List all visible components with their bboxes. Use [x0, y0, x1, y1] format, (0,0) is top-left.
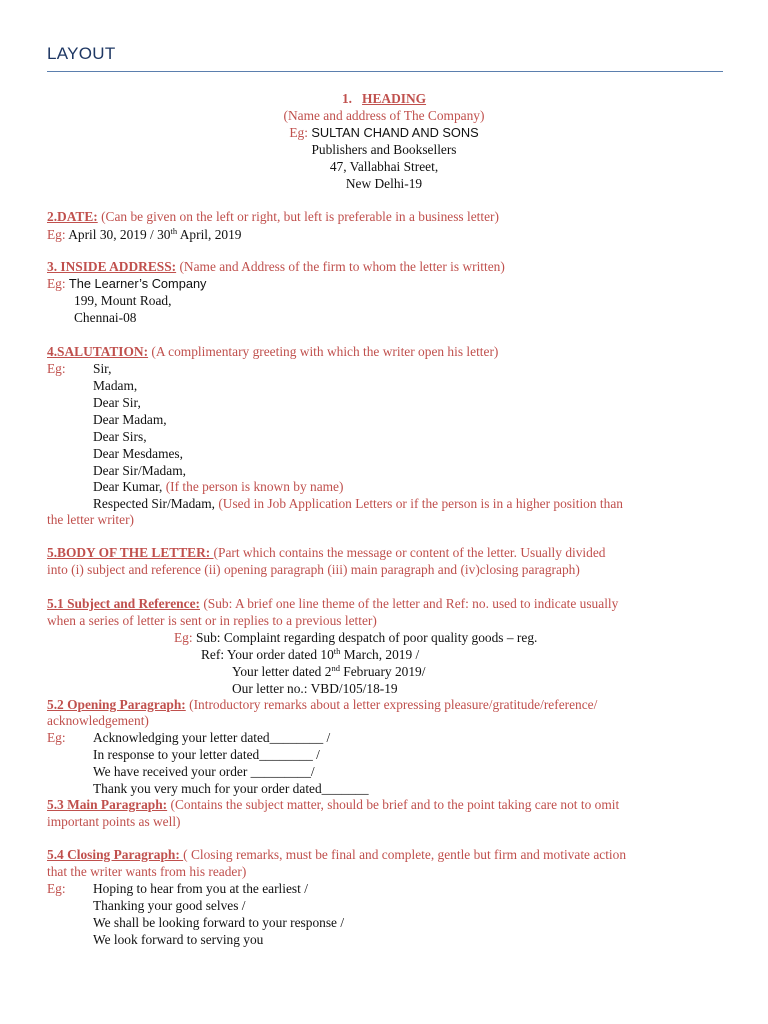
closing-section-line: [47, 847, 626, 863]
inside-address-title: 3. INSIDE ADDRESS:: [47, 259, 177, 274]
reference-line: [201, 647, 419, 663]
date-title: 2.DATE:: [47, 209, 98, 224]
subject-line: [174, 630, 537, 646]
heading-desc: (Name and address of The Company): [283, 108, 485, 123]
salutation-item: Dear Mesdames,: [93, 446, 183, 461]
body-desc-cont: into (i) subject and reference (ii) opening paragraph (iii) main paragraph and (iv)closing paragraph): [47, 562, 580, 577]
salutation-item: Dear Sirs,: [93, 429, 147, 444]
opening-title: 5.2 Opening Paragraph:: [47, 697, 186, 712]
title-divider: [47, 71, 723, 72]
closing-desc: ( Closing remarks, must be final and complete, gentle but firm and motivate action: [183, 847, 627, 862]
salutation-section-line: [47, 344, 498, 360]
salutation-item: Sir,: [93, 361, 112, 376]
opening-desc-cont: acknowledgement): [47, 713, 149, 728]
body-title: 5.BODY OF THE LETTER:: [47, 545, 214, 560]
salutation-item: Dear Sir/Madam,: [93, 463, 186, 478]
opening-item: We have received your order _________/: [93, 764, 315, 779]
heading-address-line: New Delhi-19: [345, 176, 423, 191]
closing-eg-label: Eg:: [47, 881, 66, 896]
inside-address-desc: (Name and Address of the firm to whom the letter is written): [176, 259, 505, 274]
date-superscript: th: [170, 226, 178, 236]
subject-text: Sub: Complaint regarding despatch of poor quality goods – reg.: [192, 630, 538, 645]
closing-title: 5.4 Closing Paragraph:: [47, 847, 184, 862]
closing-desc-cont: that the writer wants from his reader): [47, 864, 247, 879]
inside-address-section-line: [47, 259, 505, 275]
salutation-eg-label: Eg:: [47, 361, 66, 376]
reference-letter-line: [232, 664, 425, 680]
salutation-item-respected: [93, 496, 623, 512]
salutation-item: Dear Sir,: [93, 395, 141, 410]
closing-item: We look forward to serving you: [93, 932, 264, 947]
opening-section-line: [47, 697, 597, 713]
subject-ref-title: 5.1 Subject and Reference:: [47, 596, 200, 611]
heading-company-line: [0, 125, 768, 141]
reference-part: Ref: Your order dated 10: [201, 647, 334, 662]
reference-superscript: nd: [331, 663, 340, 673]
subject-ref-desc: (Sub: A brief one line theme of the letter and Ref: no. used to indicate usually: [199, 596, 619, 611]
closing-item: Hoping to hear from you at the earliest /: [93, 881, 308, 896]
main-desc: (Contains the subject matter, should be brief and to the point taking care not to omit: [167, 797, 620, 812]
date-value-part: April, 2019: [177, 227, 242, 242]
inside-address-company-line: [47, 276, 206, 292]
date-section-line: [47, 209, 499, 225]
date-value-part: April 30, 2019 / 30: [65, 227, 171, 242]
date-eg-label: Eg:: [47, 227, 66, 242]
date-example-line: [47, 227, 242, 243]
reference-part: February 2019/: [339, 664, 426, 679]
closing-item: We shall be looking forward to your response /: [93, 915, 345, 930]
reference-superscript: th: [333, 646, 341, 656]
heading-address-line: Publishers and Booksellers: [311, 142, 457, 157]
reference-part: March, 2019 /: [340, 647, 420, 662]
subject-ref-desc-cont: when a series of letter is sent or in replies to a previous letter): [47, 613, 377, 628]
inside-address-eg-label: Eg:: [47, 276, 66, 291]
heading-address-line: 47, Vallabhai Street,: [329, 159, 439, 174]
opening-eg-label: Eg:: [47, 730, 66, 745]
heading-eg-label: Eg:: [289, 125, 308, 140]
salutation-kumar-note: (If the person is known by name): [162, 479, 344, 494]
heading-title: HEADING: [362, 91, 427, 106]
salutation-item-kumar: [93, 479, 343, 495]
salutation-item: Dear Madam,: [93, 412, 167, 427]
inside-address-line: 199, Mount Road,: [74, 293, 172, 308]
reference-our-letter: Our letter no.: VBD/105/18-19: [232, 681, 398, 696]
page-title: LAYOUT: [47, 44, 116, 63]
opening-item: In response to your letter dated________ /: [93, 747, 320, 762]
salutation-respected: Respected Sir/Madam,: [93, 496, 215, 511]
main-desc-cont: important points as well): [47, 814, 181, 829]
opening-item: Thank you very much for your order dated_______: [93, 781, 369, 796]
subject-eg-label: Eg:: [174, 630, 193, 645]
body-section-line: [47, 545, 606, 561]
inside-address-company: The Learner’s Company: [65, 276, 207, 291]
inside-address-line: Chennai-08: [74, 310, 137, 325]
heading-number: 1.: [341, 91, 352, 106]
salutation-item: Madam,: [93, 378, 138, 393]
heading-title-line: [0, 91, 768, 107]
main-title: 5.3 Main Paragraph:: [47, 797, 168, 812]
reference-part: Your letter dated 2: [232, 664, 332, 679]
body-desc: (Part which contains the message or content of the letter. Usually divided: [213, 545, 606, 560]
salutation-kumar: Dear Kumar,: [93, 479, 163, 494]
salutation-desc: (A complimentary greeting with which the writer open his letter): [148, 344, 499, 359]
opening-desc: (Introductory remarks about a letter expressing pleasure/gratitude/reference/: [185, 697, 598, 712]
date-desc: (Can be given on the left or right, but left is preferable in a business letter): [97, 209, 499, 224]
salutation-title: 4.SALUTATION:: [47, 344, 149, 359]
subject-ref-section-line: [47, 596, 618, 612]
salutation-respected-note: (Used in Job Application Letters or if the person is in a higher position than: [214, 496, 623, 511]
closing-item: Thanking your good selves /: [93, 898, 246, 913]
main-section-line: [47, 797, 619, 813]
opening-item: Acknowledging your letter dated________ /: [93, 730, 331, 745]
salutation-respected-note-cont: the letter writer): [47, 512, 134, 527]
heading-company-name: SULTAN CHAND AND SONS: [311, 125, 479, 140]
